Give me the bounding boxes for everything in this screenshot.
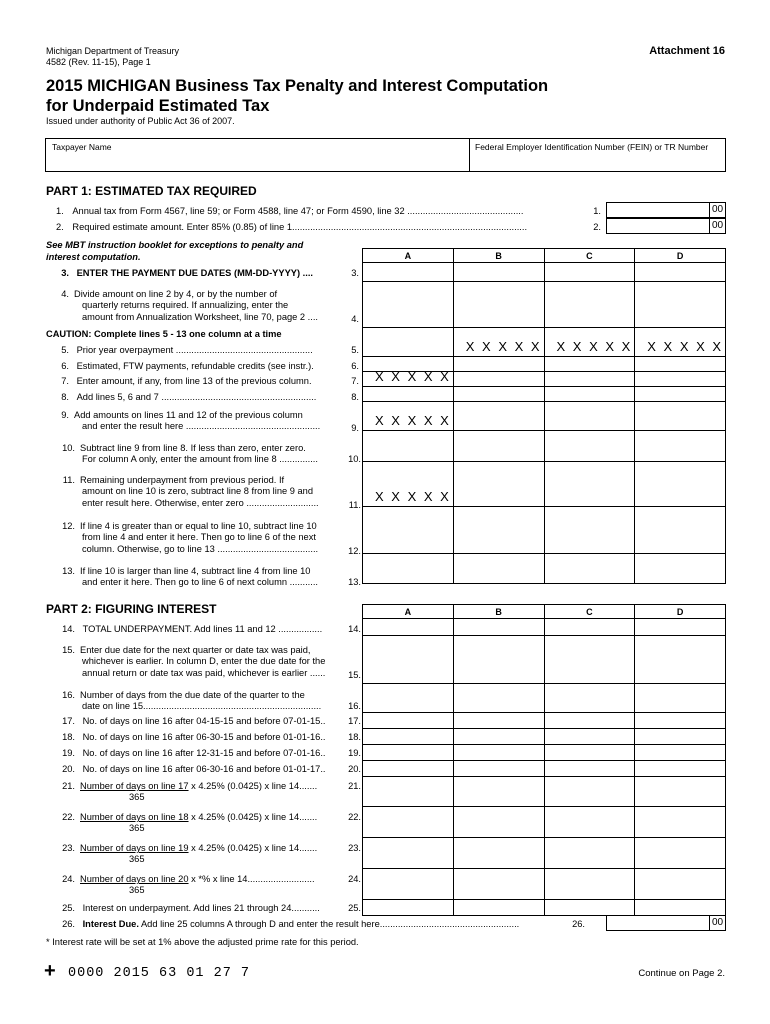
line24-text [56,874,315,897]
line22-numerator: Number of days on line 18 [80,812,189,822]
line22-col-d[interactable] [635,807,726,837]
line23-col-a[interactable] [363,838,454,868]
line25-col-c[interactable] [545,900,636,915]
line12-desc-2: from line 4 and enter it here. Then go to line 6 of the next [82,532,316,543]
line5-col-c-xmark: X X X X X [545,328,636,356]
line8-number: 8. [61,392,69,402]
line14-description: TOTAL UNDERPAYMENT. Add lines 11 and 12 ................. [82,624,323,634]
line8-description: Add lines 5, 6 and 7 ............................................................ [76,392,317,402]
line17-col-c[interactable] [545,713,636,728]
line19-col-d[interactable] [635,745,726,760]
line11-number: 11. [62,475,75,485]
line1-amount-input[interactable] [606,202,726,218]
grid-row-7 [363,369,726,387]
line17-description: No. of days on line 16 after 04-15-15 and before 07-01-15.. [82,716,326,726]
line14-box-label: 14. [348,624,361,634]
line16-col-d[interactable] [635,684,726,712]
grid-row-5 [363,328,726,357]
line4-box-label: 4. [351,314,359,324]
line2-box-label: 2. [593,222,601,232]
line13-desc-2: and enter it here. Then go to line 6 of next column ........... [82,577,319,588]
line22-denominator: 365 [129,823,145,834]
line16-desc-2: date on line 15..................................................................... [82,701,322,712]
line4-col-c[interactable] [545,282,636,327]
line19-box-label: 19. [348,748,361,758]
line5-col-d-xmark: X X X X X [635,328,726,356]
line3-col-d[interactable] [635,263,726,281]
line1-box-label: 1. [593,206,601,216]
line25-col-d[interactable] [635,900,726,915]
line23-description: x 4.25% (0.0425) x line 14....... [188,843,318,853]
line7-description: Enter amount, if any, from line 13 of the previous column. [76,376,312,386]
taxpayer-name-label: Taxpayer Name [52,142,112,152]
line12-col-c[interactable] [545,507,636,553]
line17-col-d[interactable] [635,713,726,728]
form-title-line2: for Underpaid Estimated Tax [46,97,270,115]
line13-col-a[interactable] [363,554,454,583]
line4-desc-1: Divide amount on line 2 by 4, or by the number of [74,289,278,299]
line15-col-b[interactable] [454,636,545,683]
line10-desc-2: For column A only, enter the amount from line 8 ............... [82,454,318,465]
line5-col-b-xmark: X X X X X [454,328,545,356]
grid-row-9 [363,402,726,431]
line6-col-b[interactable] [454,357,545,371]
line11-col-c[interactable] [545,462,636,506]
line26-cents: 00 [709,916,725,930]
line13-box-label: 13. [348,577,361,587]
fein-label: Federal Employer Identification Number (FEIN) or TR Number [475,142,709,152]
line3-number: 3. [61,268,69,278]
grid-row-19 [363,745,726,761]
line2-number: 2. [56,222,64,232]
line13-text [56,566,318,589]
line12-desc-1: If line 4 is greater than or equal to line 10, subtract line 10 [80,521,317,531]
line12-text [56,521,318,555]
line7-box-label: 7. [351,376,359,386]
line2-text [56,222,527,233]
p2-column-b-header: B [454,605,545,618]
line24-description: x *% x line 14.......................... [188,874,315,884]
line2-amount-input[interactable] [606,218,726,234]
line15-number: 15. [62,645,75,655]
line9-desc-2: and enter the result here .................................................... [82,421,321,432]
line10-col-b[interactable] [454,431,545,461]
line7-text [56,376,312,387]
line4-desc-3: amount from Annualization Worksheet, line 70, page 2 .... [82,311,319,322]
line24-col-c[interactable] [545,869,636,899]
line1-description: Annual tax from Form 4567, line 59; or Form 4588, line 47; or Form 4590, line 32 ............................................. [72,206,524,216]
line12-desc-3: column. Otherwise, go to line 13 ....................................... [82,543,319,554]
line3-description: ENTER THE PAYMENT DUE DATES (MM-DD-YYYY) .... [76,268,313,278]
line20-col-d[interactable] [635,761,726,776]
line8-col-b[interactable] [454,387,545,401]
line5-text [56,345,313,356]
grid-row-13 [363,554,726,584]
line23-number: 23. [62,843,75,853]
line26-number: 26. [62,919,75,929]
line9-desc-1: Add amounts on lines 11 and 12 of the previous column [74,410,303,420]
line7-col-b[interactable] [454,372,545,386]
part1-grid [362,248,726,584]
line19-col-c[interactable] [545,745,636,760]
line24-col-b[interactable] [454,869,545,899]
grid-row-8 [363,387,726,402]
line10-text [56,443,318,466]
line3-box-label: 3. [351,268,359,278]
line23-numerator: Number of days on line 19 [80,843,189,853]
line10-box-label: 10. [348,454,361,464]
line11-col-b[interactable] [454,462,545,506]
line17-col-a[interactable] [363,713,454,728]
line21-col-a[interactable] [363,777,454,806]
grid-row-10 [363,431,726,462]
p2-column-c-header: C [545,605,636,618]
line10-col-a[interactable] [363,431,454,461]
line1-cents: 00 [709,203,725,217]
line21-denominator: 365 [129,792,145,803]
line2-description: Required estimate amount. Enter 85% (0.85) of line 1........................................................................................... [72,222,528,232]
line24-col-a[interactable] [363,869,454,899]
line26-description: Add line 25 columns A through D and enter the result here...................................................... [138,919,520,929]
line15-col-a[interactable] [363,636,454,683]
line26-bold-label: Interest Due. [82,919,139,929]
line4-number: 4. [61,289,69,299]
line22-col-b[interactable] [454,807,545,837]
line16-col-c[interactable] [545,684,636,712]
part2-grid [362,604,726,916]
line16-col-a[interactable] [363,684,454,712]
line17-box-label: 17. [348,716,361,726]
line24-col-d[interactable] [635,869,726,899]
line12-number: 12. [62,521,75,531]
grid-row-12 [363,507,726,554]
issued-authority: Issued under authority of Public Act 36 of 2007. [46,116,235,126]
line25-description: Interest on underpayment. Add lines 21 through 24........... [82,903,320,913]
line14-col-a[interactable] [363,619,454,635]
line17-number: 17. [62,716,75,726]
line18-col-c[interactable] [545,729,636,744]
line3-text [56,268,313,279]
line12-box-label: 12. [348,546,361,556]
line20-col-b[interactable] [454,761,545,776]
line25-number: 25. [62,903,75,913]
line8-col-a[interactable] [363,387,454,401]
grid-row-17 [363,713,726,729]
line6-col-d[interactable] [635,357,726,371]
line19-col-a[interactable] [363,745,454,760]
line24-box-label: 24. [348,874,361,884]
line18-text [56,732,326,743]
part2-column-header-row [363,604,726,619]
line23-col-d[interactable] [635,838,726,868]
form-barcode-number: 0000 2015 63 01 27 7 [68,966,251,981]
line20-col-a[interactable] [363,761,454,776]
column-d-header: D [635,249,726,262]
line12-col-b[interactable] [454,507,545,553]
line22-text [56,812,317,835]
line1-text [56,206,523,217]
line21-text [56,781,317,804]
line21-numerator: Number of days on line 17 [80,781,189,791]
line3-col-a[interactable] [363,263,454,281]
grid-row-16 [363,684,726,713]
line7-col-a-xmark: X X X X X [363,372,454,386]
line23-text [56,843,317,866]
grid-row-23 [363,838,726,869]
line14-col-b[interactable] [454,619,545,635]
line23-col-b[interactable] [454,838,545,868]
line7-col-d[interactable] [635,372,726,386]
line18-description: No. of days on line 16 after 06-30-15 and before 01-01-16.. [82,732,326,742]
grid-row-11 [363,462,726,507]
line4-col-b[interactable] [454,282,545,327]
line8-col-c[interactable] [545,387,636,401]
line21-box-label: 21. [348,781,361,791]
part2-heading: PART 2: FIGURING INTEREST [46,602,217,616]
line15-desc-2: whichever is earlier. In column D, enter the due date for the [82,656,326,667]
line4-col-a[interactable] [363,282,454,327]
line26-amount-input[interactable] [606,915,726,931]
line21-col-b[interactable] [454,777,545,806]
line26-text [56,919,519,930]
line19-col-b[interactable] [454,745,545,760]
line12-col-d[interactable] [635,507,726,553]
line5-box-label: 5. [351,345,359,355]
line11-text [56,475,319,509]
p2-column-a-header: A [363,605,454,618]
line25-col-a[interactable] [363,900,454,915]
grid-row-24 [363,869,726,900]
p2-column-d-header: D [635,605,726,618]
line8-box-label: 8. [351,392,359,402]
grid-row-3 [363,263,726,282]
line20-description: No. of days on line 16 after 06-30-16 and before 01-01-17.. [82,764,326,774]
line20-box-label: 20. [348,764,361,774]
line6-description: Estimated, FTW payments, refundable credits (see instr.). [76,361,314,371]
line10-col-c[interactable] [545,431,636,461]
line16-number: 16. [62,690,75,700]
line21-description: x 4.25% (0.0425) x line 14....... [188,781,318,791]
line10-desc-1: Subtract line 9 from line 8. If less than zero, enter zero. [80,443,306,453]
line16-text [56,690,321,713]
line17-text [56,716,326,727]
see-instructions-note-2: interest computation. [46,252,141,262]
line2-cents: 00 [709,219,725,233]
line17-col-b[interactable] [454,713,545,728]
line5-number: 5. [61,345,69,355]
line6-box-label: 6. [351,361,359,371]
line5-col-a[interactable] [363,328,454,356]
line12-col-a[interactable] [363,507,454,553]
line15-desc-3: annual return or date tax was paid, whichever is earlier ...... [82,667,326,678]
line7-col-c[interactable] [545,372,636,386]
attachment-number: Attachment 16 [649,45,725,57]
line14-col-c[interactable] [545,619,636,635]
line22-col-a[interactable] [363,807,454,837]
line21-col-d[interactable] [635,777,726,806]
line3-col-c[interactable] [545,263,636,281]
line9-col-b[interactable] [454,402,545,430]
line10-col-d[interactable] [635,431,726,461]
line6-number: 6. [61,361,69,371]
line9-col-a-xmark: X X X X X [363,402,454,430]
line15-box-label: 15. [348,670,361,680]
see-instructions-note-1: See MBT instruction booklet for exceptions to penalty and [46,240,304,250]
line10-number: 10. [62,443,75,453]
line19-number: 19. [62,748,75,758]
line11-col-d[interactable] [635,462,726,506]
line23-col-c[interactable] [545,838,636,868]
line25-col-b[interactable] [454,900,545,915]
caution-note: CAUTION: Complete lines 5 - 13 one column at a time [46,329,282,339]
grid-row-4 [363,282,726,328]
line23-denominator: 365 [129,854,145,865]
line18-col-d[interactable] [635,729,726,744]
department-name: Michigan Department of Treasury [46,46,180,56]
line7-number: 7. [61,376,69,386]
line21-number: 21. [62,781,75,791]
line18-box-label: 18. [348,732,361,742]
form-title-line1: 2015 MICHIGAN Business Tax Penalty and Interest Computation [46,77,549,95]
line18-number: 18. [62,732,75,742]
line14-col-d[interactable] [635,619,726,635]
line19-text [56,748,326,759]
interest-rate-footnote: * Interest rate will be set at 1% above the adjusted prime rate for this period. [46,937,359,947]
line24-denominator: 365 [129,885,145,896]
fein-field[interactable] [471,139,726,171]
line1-number: 1. [56,206,64,216]
grid-row-20 [363,761,726,777]
line11-desc-3: enter result here. Otherwise, enter zero ............................ [82,497,319,508]
line20-col-c[interactable] [545,761,636,776]
line15-text [56,645,325,679]
grid-row-14 [363,619,726,636]
line20-text [56,764,326,775]
line26-box-label: 26. [572,919,585,929]
line22-number: 22. [62,812,75,822]
line20-number: 20. [62,764,75,774]
line9-box-label: 9. [351,423,359,433]
column-c-header: C [545,249,636,262]
part1-column-header-row [363,248,726,263]
line11-desc-1: Remaining underpayment from previous period. If [80,475,285,485]
grid-row-15 [363,636,726,684]
line11-box-label: 11. [348,500,361,510]
line6-text [56,361,314,372]
taxpayer-info-box [45,138,726,172]
line8-text [56,392,316,403]
line9-col-c[interactable] [545,402,636,430]
column-a-header: A [363,249,454,262]
line9-col-d[interactable] [635,402,726,430]
line9-number: 9. [61,410,69,420]
part1-heading: PART 1: ESTIMATED TAX REQUIRED [46,184,257,198]
line14-number: 14. [62,624,75,634]
line13-desc-1: If line 10 is larger than line 4, subtract line 4 from line 10 [80,566,311,576]
plus-mark: + [44,960,56,982]
line19-description: No. of days on line 16 after 12-31-15 and before 07-01-16.. [82,748,326,758]
line21-col-c[interactable] [545,777,636,806]
line15-col-d[interactable] [635,636,726,683]
line22-box-label: 22. [348,812,361,822]
line4-text [56,289,318,323]
line25-box-label: 25. [348,903,361,913]
line13-col-b[interactable] [454,554,545,583]
line6-col-c[interactable] [545,357,636,371]
grid-row-25 [363,900,726,916]
taxpayer-name-field[interactable] [46,139,470,171]
line9-text [56,410,320,433]
line15-desc-1: Enter due date for the next quarter or date tax was paid, [80,645,311,655]
line16-box-label: 16. [348,701,361,711]
line18-col-b[interactable] [454,729,545,744]
line11-desc-2: amount on line 10 is zero, subtract line 8 from line 9 and [82,486,314,497]
line14-text [56,624,322,635]
line8-col-d[interactable] [635,387,726,401]
line13-number: 13. [62,566,75,576]
line13-col-c[interactable] [545,554,636,583]
line4-desc-2: quarterly returns required. If annualizing, enter the [82,300,289,311]
continue-page-note: Continue on Page 2. [638,968,725,979]
line25-text [56,903,320,914]
line16-desc-1: Number of days from the due date of the quarter to the [80,690,305,700]
grid-row-21 [363,777,726,807]
grid-row-22 [363,807,726,838]
line13-col-d[interactable] [635,554,726,583]
line3-col-b[interactable] [454,263,545,281]
line18-col-a[interactable] [363,729,454,744]
line24-number: 24. [62,874,75,884]
line5-description: Prior year overpayment ..................................................... [76,345,313,355]
line22-col-c[interactable] [545,807,636,837]
line16-col-b[interactable] [454,684,545,712]
line23-box-label: 23. [348,843,361,853]
column-b-header: B [454,249,545,262]
line15-col-c[interactable] [545,636,636,683]
line11-col-a-xmark: X X X X X [363,462,454,506]
form-revision: 4582 (Rev. 11-15), Page 1 [46,57,151,67]
grid-row-18 [363,729,726,745]
line4-col-d[interactable] [635,282,726,327]
line22-description: x 4.25% (0.0425) x line 14....... [188,812,318,822]
line24-numerator: Number of days on line 20 [80,874,189,884]
